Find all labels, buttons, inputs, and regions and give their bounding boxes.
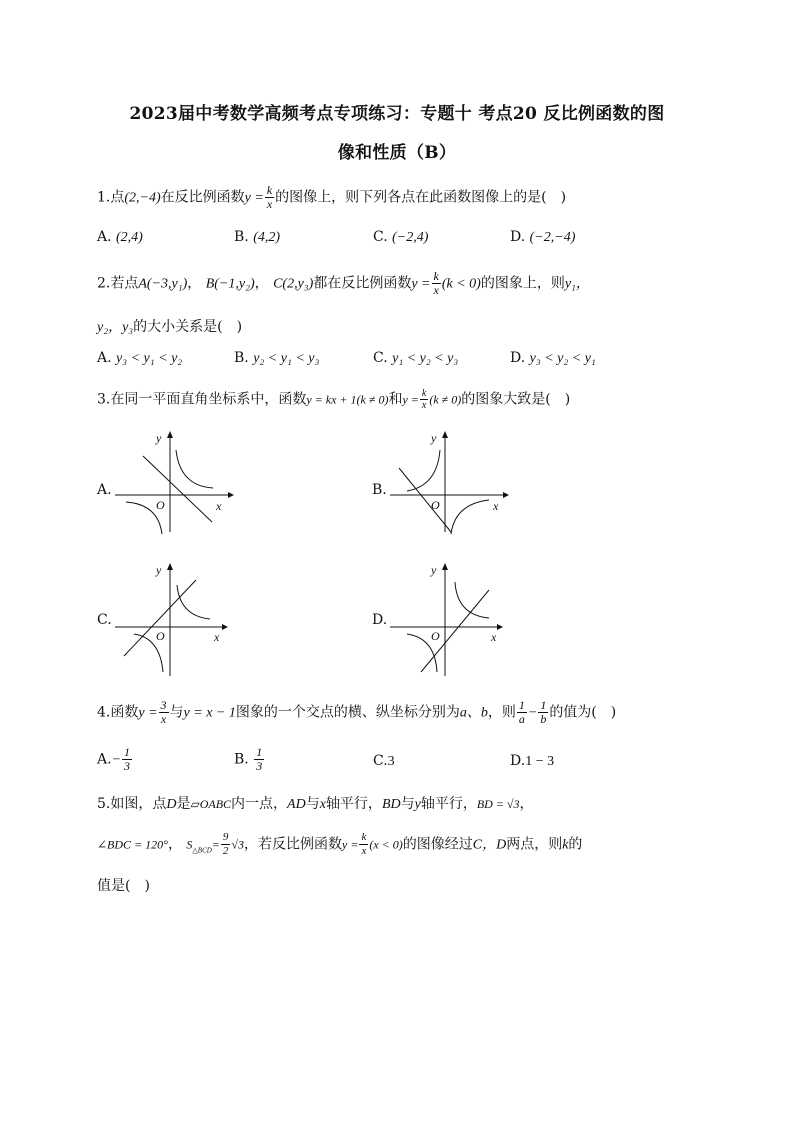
- graph-b-label[interactable]: B.: [372, 482, 387, 498]
- q1-mid: 在反比例函数: [160, 189, 245, 206]
- q1-option-c-value: (−2,4): [392, 230, 429, 245]
- q5-line2-suffix: 的图像经过: [402, 836, 473, 853]
- question-3: [97, 388, 570, 411]
- q2-option-a-value: y₃ < y₁ < y₂: [116, 351, 183, 366]
- q1-option-b-label: B.: [234, 229, 249, 245]
- q2-suffix: 的图象上，则: [480, 275, 565, 292]
- q3-mid: 和: [388, 391, 403, 408]
- q4-option-c[interactable]: [373, 753, 395, 770]
- q5-bd-equation: BD = √3: [476, 797, 520, 811]
- q2-mid: 都在反比例函数: [313, 275, 412, 292]
- graph-d-label[interactable]: D.: [372, 612, 388, 628]
- q2-point-b: B(−1,y₂): [205, 276, 255, 292]
- q2-frac-num: k: [433, 269, 439, 283]
- q5-line2-de: 的: [568, 836, 583, 853]
- q1-option-c[interactable]: [373, 229, 428, 246]
- q5-area-sub: △BCD: [192, 846, 212, 855]
- graph-c-hyperbola-q1: [177, 585, 210, 619]
- graph-b-x-label: x: [493, 499, 499, 513]
- q5-parallelogram: ▱OABC: [190, 797, 232, 811]
- q4-vars: a、b: [459, 705, 488, 721]
- q4-expr-frac2: [538, 699, 548, 726]
- graph-b-x-arrow-icon: [503, 492, 509, 498]
- q4-func1-lhs: y =: [138, 705, 158, 721]
- q1-option-a[interactable]: [97, 229, 143, 246]
- q2-point-c: C(2,y₃): [273, 276, 314, 292]
- q3-frac-den: x: [421, 400, 427, 411]
- q4-func2: y = x − 1: [183, 705, 236, 721]
- q2-line2-suffix: 的大小关系是( ): [133, 319, 243, 335]
- q2-func-lhs: y =: [411, 276, 431, 292]
- q2-option-c[interactable]: [373, 350, 458, 367]
- q5-line2-mid: ，若反比例函数: [244, 836, 342, 853]
- q2-option-d-value: y₃ < y₂ < y₁: [529, 351, 596, 366]
- graph-d-x-label: x: [491, 630, 497, 644]
- graph-c-label[interactable]: C.: [97, 612, 112, 628]
- page-title-line2: 像和性质（B）: [337, 143, 457, 163]
- q5-text-h: ，: [519, 796, 534, 812]
- q1-option-a-label: A.: [97, 229, 112, 245]
- q5-func-num: k: [361, 831, 367, 843]
- graph-a-line: [143, 456, 212, 522]
- graph-d-x-arrow-icon: [497, 624, 503, 630]
- q5-area-den: 2: [222, 845, 229, 857]
- graph-b-y-label: y: [431, 431, 437, 445]
- q5-var-y: y: [414, 797, 421, 812]
- q5-text-a: 5.如图，点: [97, 796, 167, 812]
- q5-var-d: D: [166, 797, 177, 812]
- graph-d: [385, 560, 510, 680]
- q4-option-d-label: D.: [510, 753, 526, 769]
- q2-frac: [432, 270, 441, 297]
- graph-a-label[interactable]: A.: [97, 482, 112, 498]
- q4-option-d[interactable]: [510, 753, 554, 770]
- graph-b-line: [399, 468, 451, 532]
- q4-mid3: ，则: [487, 704, 516, 721]
- graph-d-origin-label: O: [431, 629, 440, 643]
- question-1: [97, 184, 566, 211]
- graph-d-y-label: y: [431, 563, 437, 577]
- q2-option-a[interactable]: [97, 350, 182, 367]
- q5-text-d: 与: [305, 796, 320, 812]
- q1-option-b-value: (4,2): [253, 230, 281, 245]
- graph-c-origin-label: O: [156, 629, 165, 643]
- q3-func2-lhs: y =: [402, 392, 419, 407]
- q4-option-a-den: 3: [124, 759, 131, 773]
- q2-option-a-label: A.: [97, 350, 112, 366]
- q4-expr-minus: −: [527, 705, 538, 721]
- q2-option-d-label: D.: [510, 350, 526, 366]
- q1-point: (2,−4): [124, 190, 161, 206]
- q4-option-a-num: 1: [124, 745, 131, 759]
- q1-frac-num: k: [266, 183, 273, 197]
- q4-func1-num: 3: [160, 698, 167, 712]
- q1-suffix: 的图像上，则下列各点在此函数图像上的是( ): [275, 189, 567, 206]
- q4-expr-frac1: [517, 699, 527, 726]
- graph-a-y-arrow-icon: [167, 431, 173, 438]
- q4-expr-num1: 1: [518, 698, 525, 712]
- q5-text-g: 轴平行，: [420, 796, 477, 812]
- q1-prefix: 1.点: [97, 189, 125, 206]
- q2-option-c-value: y₁ < y₂ < y₃: [392, 351, 459, 366]
- q2-frac-den: x: [433, 283, 439, 297]
- graph-b-origin-label: O: [431, 498, 440, 512]
- graph-a-x-label: x: [216, 499, 222, 513]
- q4-mid2: 图象的一个交点的横、纵坐标分别为: [235, 704, 460, 721]
- q2-prefix: 2.若点: [97, 275, 139, 292]
- q3-func1: y = kx + 1(k ≠ 0): [306, 392, 389, 407]
- q4-option-c-label: C.: [373, 753, 388, 769]
- q5-area-rad: √3: [231, 837, 244, 852]
- q5-text-e: 轴平行，: [325, 796, 382, 812]
- graph-b: [385, 428, 510, 538]
- q3-frac: [420, 388, 428, 411]
- q4-option-a-frac: [122, 746, 132, 773]
- page-title-line1: 2023届中考数学高频考点专项练习：专题十 考点20 反比例函数的图: [129, 104, 665, 124]
- q1-frac: [265, 184, 274, 211]
- q5-var-bd: BD: [381, 797, 401, 812]
- q5-var-k: k: [562, 837, 569, 853]
- q2-option-b-label: B.: [234, 350, 249, 366]
- q5-text-b: 是: [176, 796, 191, 812]
- q5-func-lhs: y =: [342, 837, 359, 852]
- question-4: [97, 699, 616, 726]
- q5-area-frac: [221, 831, 231, 858]
- q5-points: C，D: [472, 837, 507, 853]
- q2-option-c-label: C.: [373, 350, 388, 366]
- q1-option-d-label: D.: [510, 229, 526, 245]
- q5-text-c: 内一点，: [231, 796, 288, 812]
- q4-option-b-den: 3: [256, 759, 263, 773]
- q5-var-x: x: [319, 797, 326, 812]
- graph-a-y-label: y: [156, 431, 162, 445]
- question-5-line3: 值是( ): [97, 878, 150, 894]
- graph-d-hyperbola-q1: [455, 582, 489, 618]
- q3-frac-num: k: [421, 388, 427, 399]
- q4-option-c-value: 3: [387, 754, 395, 769]
- q2-cond: (k < 0): [441, 276, 481, 292]
- graph-a-x-arrow-icon: [228, 492, 234, 498]
- question-2-line2: [97, 316, 242, 336]
- q1-option-d[interactable]: [510, 229, 575, 246]
- graph-b-hyperbola-q2: [407, 450, 440, 491]
- q4-option-a-label: A.: [97, 751, 112, 768]
- q4-option-b[interactable]: [234, 746, 265, 773]
- graph-c-x-arrow-icon: [222, 624, 228, 630]
- q3-prefix: 3.在同一平面直角坐标系中，函数: [97, 391, 307, 408]
- q2-option-b-value: y₂ < y₁ < y₃: [253, 351, 320, 366]
- graph-c-line: [124, 580, 196, 656]
- q5-sep: ，: [167, 836, 182, 853]
- graph-a-hyperbola-q1: [176, 450, 213, 488]
- graph-b-hyperbola-q4: [451, 500, 489, 534]
- graph-a: [110, 428, 235, 538]
- q1-option-a-value: (2,4): [116, 230, 143, 245]
- q1-option-b[interactable]: [234, 229, 280, 246]
- q4-option-d-value: 1 − 3: [525, 754, 555, 769]
- graph-c-y-arrow-icon: [167, 563, 173, 570]
- q1-option-c-label: C.: [373, 229, 388, 245]
- question-5-line2: [97, 831, 582, 858]
- q3-suffix: 的图象大致是( ): [461, 391, 571, 408]
- q5-area-s: S: [186, 837, 193, 852]
- q1-frac-den: x: [266, 197, 273, 211]
- q4-expr-num2: 1: [540, 698, 547, 712]
- q1-func-lhs: y =: [244, 190, 264, 206]
- q2-option-b[interactable]: [234, 350, 319, 367]
- graph-b-y-arrow-icon: [442, 431, 448, 438]
- q4-option-b-frac: [254, 746, 264, 773]
- q4-expr-den1: a: [518, 712, 525, 726]
- q4-option-a[interactable]: [97, 746, 133, 773]
- question-5: [97, 793, 534, 813]
- q5-var-ad: AD: [287, 797, 306, 812]
- graph-d-y-arrow-icon: [442, 563, 448, 570]
- q5-func-den: x: [361, 845, 367, 857]
- q5-line2-end: 两点，则: [506, 836, 563, 853]
- question-2: 2.若点A(−3,y₁)， B(−1,y₂)， C(2,y₃)都在反比例函数y = $\frac{k}{x}$ (k < 0)的图象上，则y₁，: [97, 269, 590, 297]
- graph-c-x-label: x: [214, 630, 220, 644]
- q4-option-b-num: 1: [256, 745, 263, 759]
- q4-func1-frac: [159, 699, 169, 726]
- graph-c: [110, 560, 235, 680]
- graph-a-origin-label: O: [156, 498, 165, 512]
- q5-area-num: 9: [222, 831, 229, 843]
- q5-angle: ∠BDC = 120°: [97, 837, 168, 852]
- q5-func-frac: [359, 831, 368, 858]
- q4-func1-den: x: [160, 712, 167, 726]
- q1-option-d-value: (−2,−4): [529, 230, 576, 245]
- q3-func2-cond: (k ≠ 0): [429, 392, 462, 407]
- q4-prefix: 4.函数: [97, 704, 139, 721]
- q2-point-a: A(−3,y₁): [138, 276, 188, 292]
- q2-option-d[interactable]: [510, 350, 596, 367]
- graph-c-y-label: y: [156, 563, 162, 577]
- q2-y1: y₁，: [564, 276, 590, 292]
- q4-option-b-label: B.: [234, 751, 249, 768]
- q2-line2-y: y₂，y₃: [97, 320, 134, 335]
- q5-area-eq: =: [211, 837, 220, 852]
- q5-text-f: 与: [400, 796, 415, 812]
- q4-expr-den2: b: [540, 712, 547, 726]
- q5-cond: (x < 0): [369, 837, 403, 852]
- q4-mid1: 与: [169, 704, 184, 721]
- q4-option-a-sign: −: [111, 752, 122, 768]
- q4-suffix: 的值为( ): [549, 704, 617, 721]
